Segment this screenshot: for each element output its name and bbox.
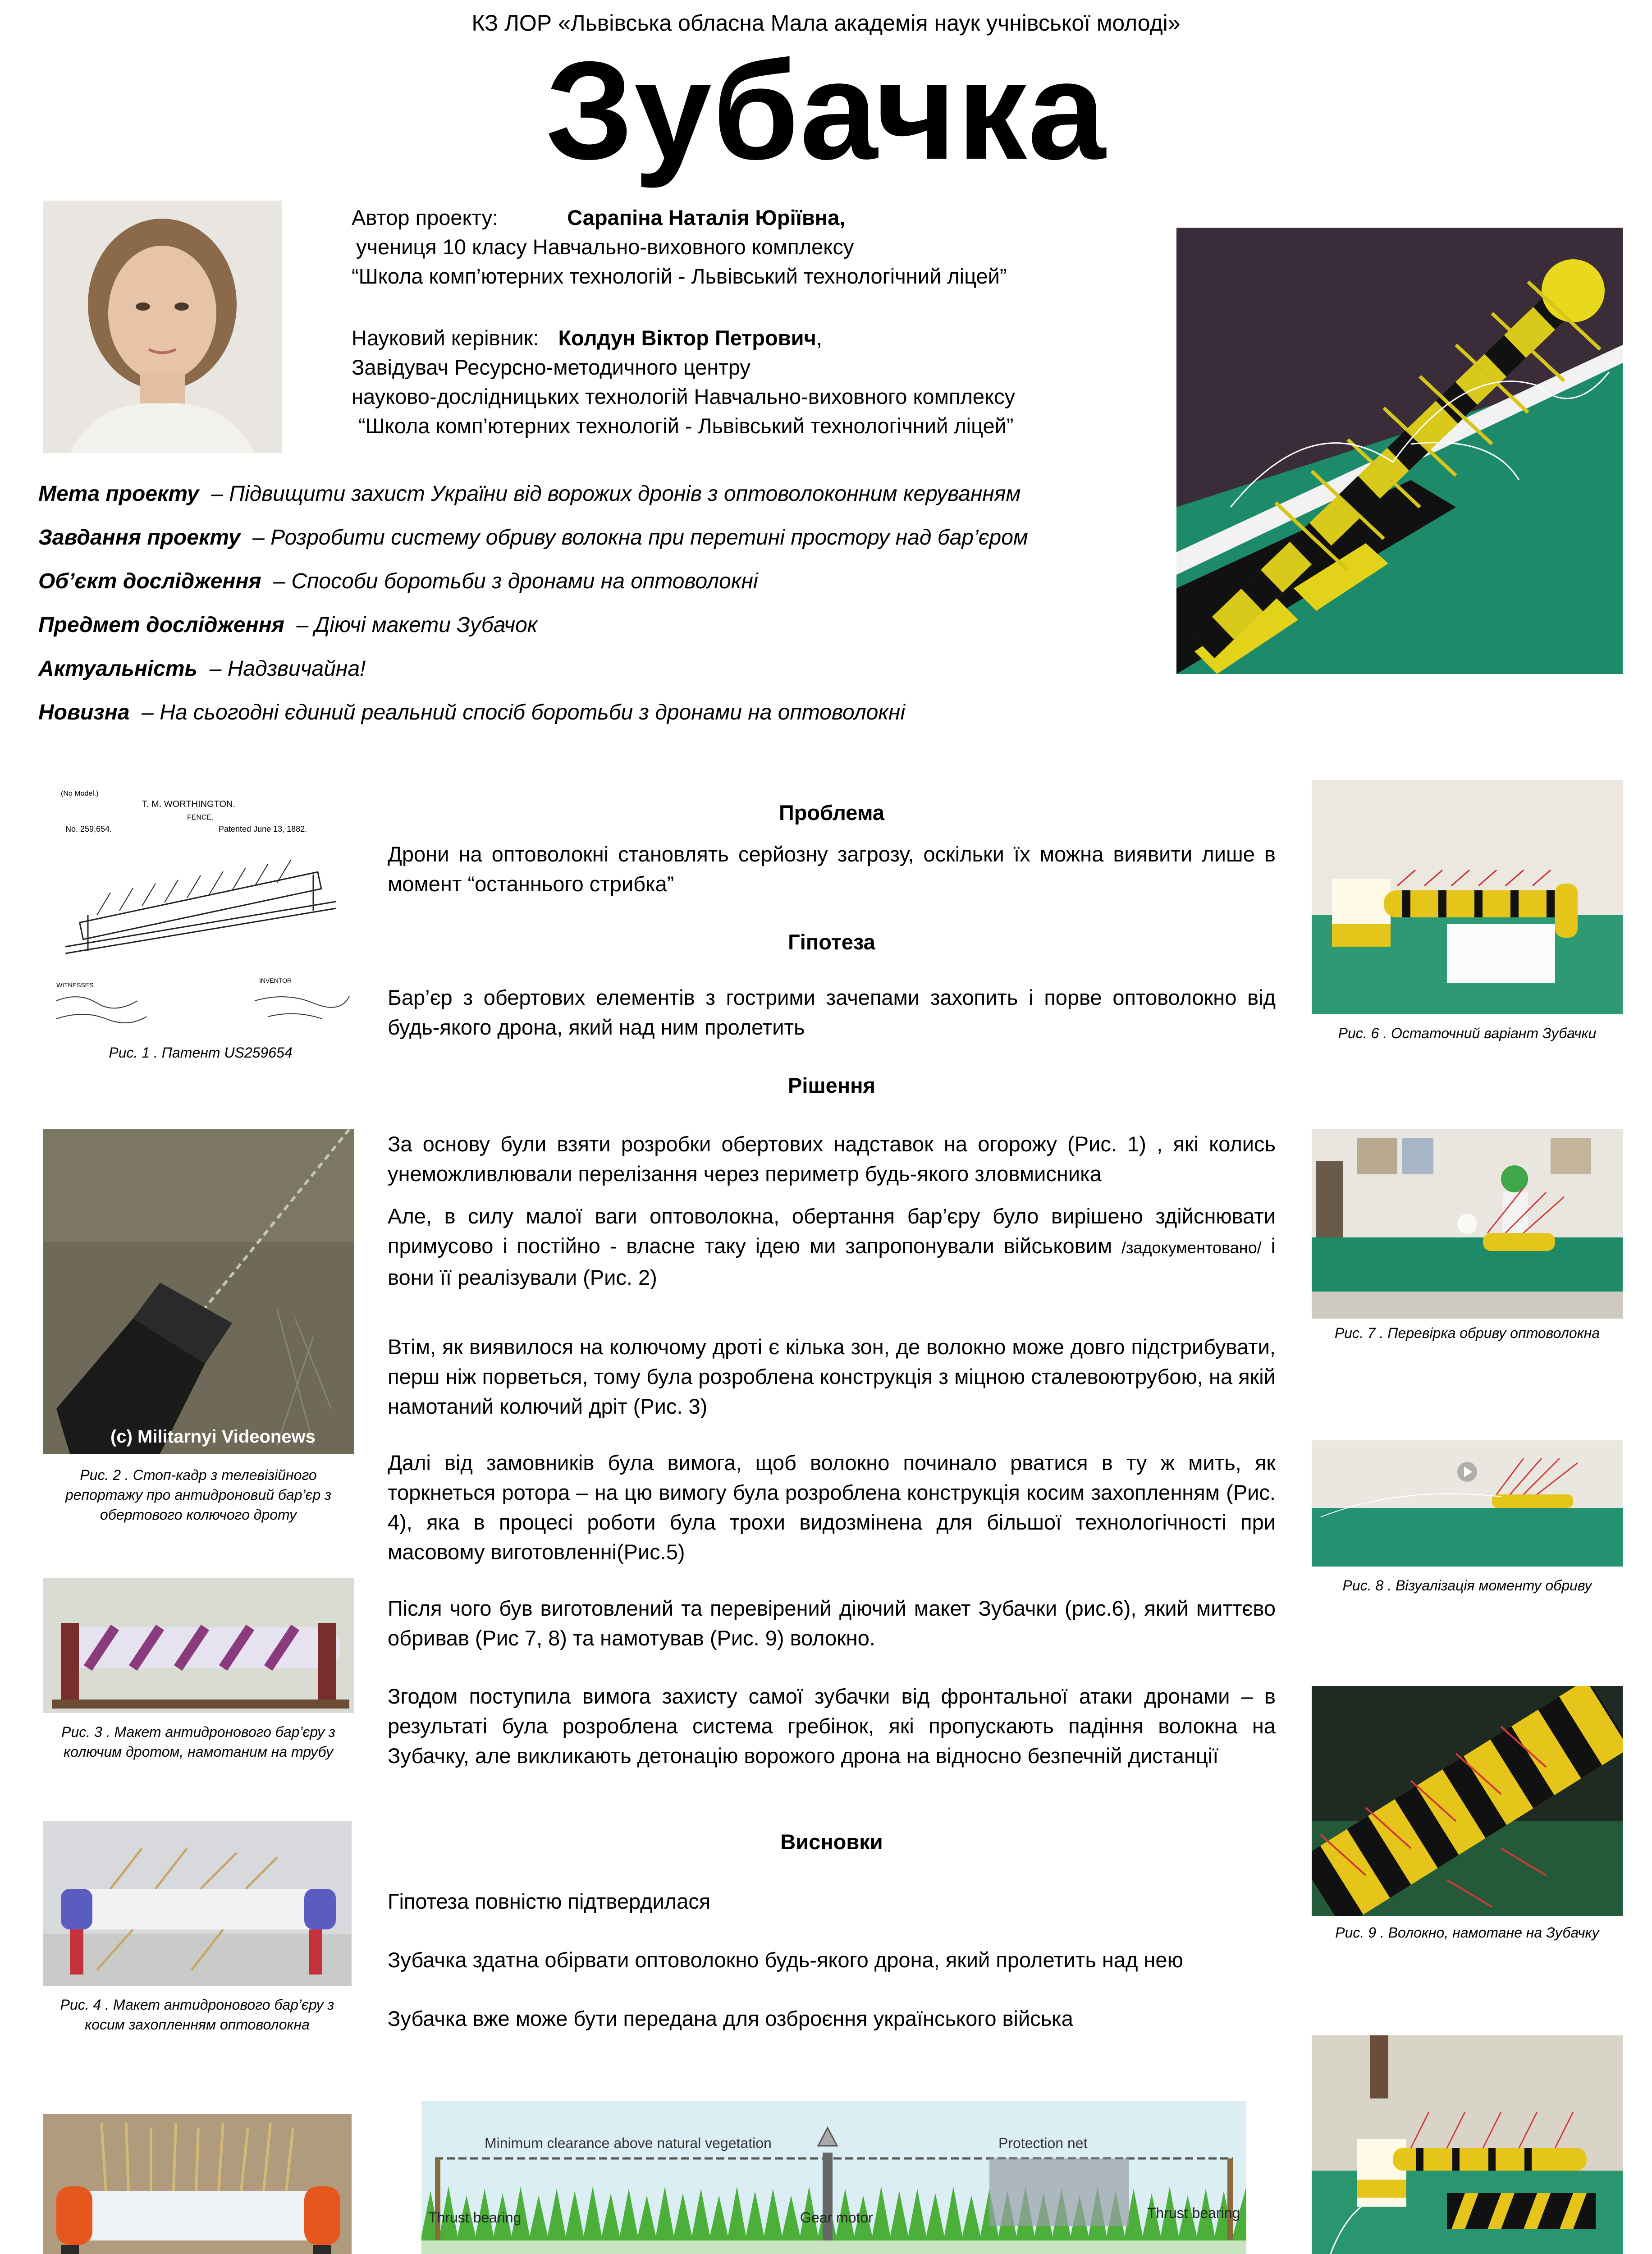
fig8-caption: Рис. 8 . Візуалізація моменту обриву — [1342, 1577, 1592, 1594]
fig1-caption: Рис. 1 . Патент US259654 — [109, 1045, 293, 1061]
meta-object: Об’єкт дослідження – Способи боротьби з дронами на оптоволокні — [38, 569, 758, 593]
patent-inventor-label: INVENTOR — [259, 977, 292, 984]
diagram-clearance-label: Minimum clearance above natural vegetation — [485, 2135, 772, 2151]
conclusion-3: Зубачка вже може бути передана для озброєння українського війська — [388, 2007, 1073, 2030]
problem-heading: Проблема — [778, 801, 885, 825]
problem-text: Дрони на оптоволокні становлять серйозну загрозу, оскільки їх можна виявити лише в момент “останнього стрибка” — [388, 842, 1276, 896]
patent-no-model: (No Model.) — [61, 790, 99, 797]
meta-subject: Предмет дослідження – Діючі макети Зубачок — [38, 613, 538, 637]
fig9-caption: Рис. 9 . Волокно, намотане на Зубачку — [1335, 1924, 1599, 1941]
supervisor-dept: науково-дослідницьких технологій Навчально-виховного комплексу — [352, 385, 1016, 408]
diagram-thrust-left-label: Thrust bearing — [428, 2209, 522, 2226]
author-name: Сарапіна Наталія Юріївна, — [567, 206, 846, 229]
fig4-caption: Рис. 4 . Макет антидронового бар’єру з косим захопленням оптоволокна — [60, 1997, 334, 2033]
fig3-photo — [43, 1578, 354, 1713]
fig3-caption: Рис. 3 . Макет антидронового бар’єру з колючим дротом, намотаним на трубу — [61, 1724, 335, 1760]
fig7-caption: Рис. 7 . Перевірка обриву оптоволокна — [1334, 1325, 1600, 1341]
author-line-1 — [352, 205, 845, 230]
supervisor-line-1: Науковий керівник: Колдун Віктор Петрович, — [352, 326, 822, 350]
solution-paragraph-5: Після чого був виготовлений та перевірений діючий макет Зубачки (рис.6), який миттєво обривав (Рис 7, 8) та намотував (Рис. 9) волокно. — [388, 1596, 1276, 1650]
fig11-layout-diagram — [421, 2101, 1246, 2254]
fig2-watermark: (c) Militarnyi Videonews — [110, 1427, 316, 1447]
fig2-video-still — [43, 1129, 354, 1454]
patent-date: Patented June 13, 1882. — [219, 825, 307, 834]
fig10-photo — [1312, 2035, 1623, 2254]
fig9-photo — [1312, 1686, 1623, 1916]
fig1-patent-image — [43, 780, 358, 1032]
author-label: Автор проекту: — [352, 206, 499, 229]
diagram-motor-label: Gear motor — [800, 2209, 873, 2226]
patent-witnesses: WITNESSES — [56, 981, 94, 989]
fig5-photo — [43, 2114, 352, 2254]
meta-task: Завдання проекту – Розробити систему обриву волокна при перетині простору над бар’єром — [38, 526, 1028, 550]
meta-novelty: Новизна – На сьогодні єдиний реальний спосіб боротьби з дронами на оптоволокні — [38, 701, 906, 724]
fig4-photo — [43, 1821, 352, 1986]
solution-paragraph-6: Згодом поступила вимога захисту самої зубачки від фронтальної атаки дронами – в результаті була розроблена система гребінок, які пропускають падіння волокна на Зубачку, але викликають детонацію ворожого дрона на відносно безпечній дистанції — [388, 1684, 1276, 1768]
solution-paragraph-4: Далі від замовників була вимога, щоб волокно починало рватися в ту ж мить, як торкнеться ротора – на цю вимогу була розроблена конструкція косим захопленням (Рис. 4), яка в процесі роботи була трохи видозмінена для більшої технологічності при масовому виготовленні(Рис.5) — [388, 1451, 1276, 1564]
solution-paragraph-1: За основу були взяти розробки обертових надставок на огорожу (Рис. 1) , які колись унеможливлювали перелізання через периметр будь-якого зловмисника — [388, 1132, 1276, 1186]
fig8-photo — [1312, 1440, 1623, 1567]
diagram-net-label: Protection net — [998, 2135, 1088, 2151]
patent-inventor-name: T. M. WORTHINGTON. — [142, 799, 236, 809]
supervisor-position: Завідувач Ресурсно-методичного центру — [352, 355, 750, 379]
author-class: учениця 10 класу Навчально-виховного комплексу — [356, 235, 854, 259]
main-photo — [1176, 228, 1623, 674]
supervisor-school: “Школа комп’ютерних технологій - Львівський технологічний ліцей” — [358, 414, 1014, 438]
fig7-photo — [1312, 1129, 1623, 1319]
hypothesis-heading: Гіпотеза — [788, 930, 875, 954]
patent-number: No. 259,654. — [65, 825, 112, 834]
diagram-thrust-right-label: Thrust bearing — [1147, 2205, 1240, 2221]
patent-kind: FENCE. — [187, 814, 214, 821]
poster-title: Зубачка — [545, 32, 1107, 188]
organization-name: КЗ ЛОР «Львівська обласна Мала академія наук учнівської молоді» — [471, 10, 1181, 36]
meta-goal: Мета проекту – Підвищити захист України від ворожих дронів з оптоволоконним керуванням — [38, 482, 1021, 506]
fig6-caption: Рис. 6 . Остаточний варіант Зубачки — [1338, 1025, 1597, 1041]
supervisor-label: Науковий керівник: — [352, 326, 539, 350]
solution-paragraph-2: Але, в силу малої ваги оптоволокна, обертання бар’єру було вирішено здійснювати примусово і постійно - власне таку ідею ми запропонували військовим /задокументовано/ і вони її реалізували (Рис. 2) — [388, 1204, 1276, 1289]
conclusion-1: Гіпотеза повністю підтвердилася — [388, 1889, 711, 1913]
conclusions-heading: Висновки — [780, 1830, 883, 1854]
supervisor-name: Колдун Віктор Петрович — [558, 326, 816, 350]
fig2-caption: Рис. 2 . Стоп-кадр з телевізійного репортажу про антидроновий бар’єр з обертового колючого дроту — [65, 1467, 332, 1523]
fig6-photo — [1312, 780, 1623, 1014]
author-photo — [43, 201, 282, 453]
author-school: “Школа комп’ютерних технологій - Львівський технологічний ліцей” — [352, 264, 1007, 288]
meta-relevance: Актуальність – Надзвичайна! — [38, 657, 366, 681]
solution-heading: Рішення — [788, 1073, 875, 1097]
solution-paragraph-3: Втім, як виявилося на колючому дроті є кілька зон, де волокно може довго підстрибувати, перш ніж порветься, тому була розроблена конструкція з міцною сталевоютрубою, на якій намотаний колючий дріт (Рис. 3) — [388, 1335, 1276, 1418]
conclusion-2: Зубачка здатна обірвати оптоволокно будь-якого дрона, який пролетить над нею — [388, 1948, 1183, 1972]
hypothesis-text: Бар’єр з обертових елементів з гострими зачепами захопить і порве оптоволокно від будь-якого дрона, який над ним пролетить — [388, 985, 1276, 1039]
